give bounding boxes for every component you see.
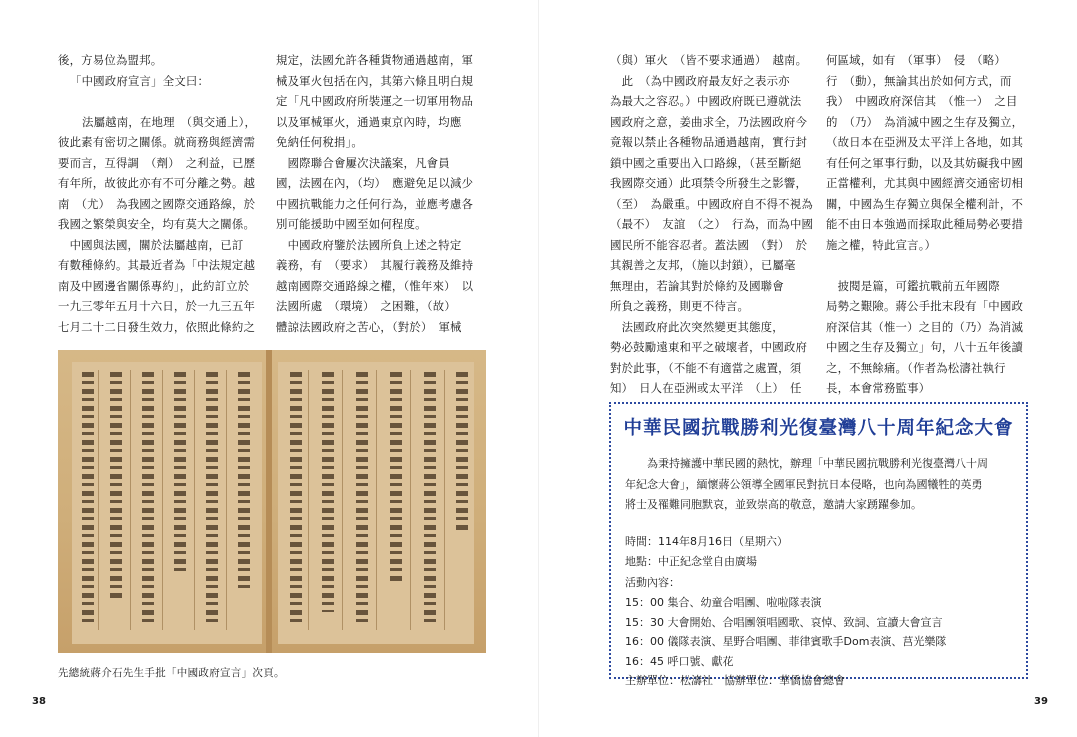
- left-column-1: [58, 50, 268, 337]
- spacer: [625, 516, 1017, 532]
- text-line: （與）軍火 （皆不要求通過） 越南。: [610, 53, 808, 67]
- ruled-line: [308, 370, 309, 630]
- text-line: 我國際交通）此項禁令所發生之影響，: [610, 176, 808, 190]
- text-line: 法國政府此次突然變更其態度，: [610, 319, 784, 334]
- text-line: 「中國政府宣言」全文曰：: [70, 73, 210, 88]
- notice-intro-line: 為秉持擁護中華民國的熱忱，辦理「中華民國抗戰勝利光復臺灣八十周: [647, 457, 988, 470]
- text-line: 局勢之艱險。蔣公手批末段有「中國政: [826, 299, 1024, 313]
- notice-body: [625, 454, 1017, 692]
- text-line: 一九三零年五月十六日，於一九三五年: [58, 299, 256, 313]
- text-line: 何區域，如有 （軍事） 侵 （略）: [826, 53, 1006, 67]
- text-line: 中國與法國，關於法屬越南，已訂: [58, 237, 244, 252]
- text-line: 施之權，特此宣言。）: [826, 237, 937, 252]
- text-line: 彼此素有密切之關係。就商務與經濟需: [58, 135, 256, 149]
- text-line: 對於此事，（不能不有適當之處置，須: [610, 360, 802, 375]
- right-column-1: [610, 50, 820, 399]
- right-column-2: [826, 50, 1038, 399]
- text-line: 以及軍械軍火，通過東京內時，均應: [276, 114, 462, 129]
- handwriting-column: [110, 372, 122, 602]
- text-line: 所負之義務，則更不待言。: [610, 299, 750, 313]
- manuscript-fold: [266, 350, 272, 653]
- text-line: 義務，有 （要求） 其履行義務及維持: [276, 258, 474, 272]
- text-line: 後，方易位為盟邦。: [58, 53, 163, 67]
- text-line: （故日本在亞洲及太平洋上各地，如其: [826, 135, 1024, 149]
- handwriting-column: [238, 372, 250, 592]
- event-time: 時間：114年8月16日（星期六）: [625, 534, 788, 548]
- handwriting-column: [290, 372, 302, 622]
- text-line: 行 （動），無論其出於如何方式，而: [826, 73, 1012, 88]
- manuscript-sheet-left: [72, 362, 262, 644]
- text-line: 別可能援助中國至如何程度。: [276, 217, 427, 231]
- text-line: 南及中國邊省關係專約」，此約訂立於: [58, 278, 250, 293]
- text-line: 法國所處 （環境） 之困難，（故）: [276, 299, 456, 313]
- text-line: 定「凡中國政府所裝運之一切軍用物品: [276, 94, 474, 108]
- text-line: 此 （為中國政府最友好之表示亦: [610, 73, 790, 88]
- ruled-line: [376, 370, 377, 630]
- schedule-item: 15：00 集合、幼童合唱團、啦啦隊表演: [625, 596, 822, 609]
- event-place: 地點：中正紀念堂自由廣場: [625, 555, 757, 568]
- text-line: 長，本會常務監事）: [826, 381, 931, 395]
- text-line: 中國抗戰能力之任何行為，並應考慮各: [276, 196, 474, 211]
- ruled-line: [194, 370, 195, 630]
- text-line: 鎖中國之重要出入口路線，（甚至斷絕: [610, 155, 802, 170]
- image-caption: 先總統蔣介石先生手批「中國政府宣言」次頁。: [58, 667, 285, 679]
- text-line: 有數種條約。其最近者為「中法規定越: [58, 258, 256, 272]
- handwriting-column: [390, 372, 402, 582]
- text-line: 規定，法國允許各種貨物通過越南，軍: [276, 53, 474, 67]
- text-line: 關，中國為生存獨立與保全權利計，不: [826, 196, 1024, 211]
- left-column-2: [276, 50, 486, 337]
- handwriting-column: [82, 372, 94, 622]
- text-line: 我） 中國政府深信其 （惟一） 之目: [826, 94, 1018, 108]
- text-line: 之，不無餘痛。（作者為松濤社執行: [826, 360, 1006, 375]
- ruled-line: [342, 370, 343, 630]
- ruled-line: [226, 370, 227, 630]
- text-line: 越南國際交通路線之權，（惟年來） 以: [276, 278, 474, 293]
- left-page: [0, 0, 538, 737]
- text-line: 中國之生存及獨立」句，八十五年後讀: [826, 340, 1024, 354]
- schedule-item: 16：00 儀隊表演、星野合唱團、菲律賓歌手Dom表演、莒光樂隊: [625, 635, 947, 648]
- notice-intro-line: 將士及罹難同胞默哀，並致崇高的敬意，邀請大家踴躍參加。: [625, 498, 922, 511]
- schedule-item: 16：45 呼口號、獻花: [625, 654, 734, 668]
- text-line: 的 （乃） 為消滅中國之生存及獨立，: [826, 114, 1024, 129]
- handwriting-column: [206, 372, 218, 622]
- text-line: 國際聯合會屢次決議案，凡會員: [276, 155, 450, 170]
- text-line: 南 （尤） 為我國之國際交通路線，於: [58, 196, 256, 211]
- text-line: 勢必鼓勵遠東和平之破壞者，中國政府: [610, 340, 808, 354]
- text-line: 法屬越南，在地理 （與交通上），: [82, 114, 257, 129]
- handwriting-column: [322, 372, 334, 612]
- page-number-left: 38: [32, 696, 46, 707]
- text-line: 正當權利，尤其與中國經濟交通密切相: [826, 176, 1024, 190]
- handwriting-column: [456, 372, 468, 532]
- text-line: 有任何之軍事行動，以及其妨礙我中國: [826, 155, 1024, 170]
- text-line: 無理由，若論其對於條約及國聯會: [610, 278, 784, 293]
- text-line: 國政府之意，姜曲求全，乃法國政府今: [610, 114, 808, 129]
- text-line: （最不） 友誼 （之） 行為，而為中國: [610, 217, 814, 231]
- organizer-line: 主辦單位：松濤社 協辦單位：華僑協會總會: [625, 674, 845, 687]
- text-line: 知） 日人在亞洲或太平洋 （上） 任: [610, 381, 802, 395]
- text-line: 府深信其（惟一）之目的（乃）為消滅: [826, 319, 1024, 334]
- text-line: 國，法國在內，（均） 應避免足以減少: [276, 176, 474, 190]
- text-line: 免納任何稅捐」。: [276, 135, 364, 149]
- text-line: 竟報以禁止各種物品通過越南，實行封: [610, 135, 808, 149]
- ruled-line: [130, 370, 131, 630]
- text-line: 體諒法國政府之苦心，（對於） 軍械: [276, 319, 462, 334]
- text-line: 披閱是篇，可鑑抗戰前五年國際: [826, 278, 1000, 293]
- text-line: （至） 為嚴重。中國政府自不得不視為: [610, 196, 813, 211]
- text-line: 為最大之容忍。）中國政府既已遵就法: [610, 94, 802, 108]
- handwriting-column: [174, 372, 186, 572]
- ruled-line: [98, 370, 99, 630]
- text-line: 要而言，互得調 （劑） 之利益，已歷: [58, 155, 256, 170]
- manuscript-scan-image: [58, 350, 486, 653]
- text-line: 械及軍火包括在內，其第六條且明白規: [276, 73, 474, 88]
- schedule-item: 15：30 大會開始、合唱團領唱國歌、哀悼、致詞、宣讀大會宣言: [625, 615, 943, 629]
- text-line: 國民所不能容忍者。蓋法國 （對） 於: [610, 237, 808, 252]
- notice-intro-line: 年紀念大會」，緬懷蔣公領導全國軍民對抗日本侵略，也向為國犧牲的英勇: [625, 477, 983, 491]
- handwriting-column: [424, 372, 436, 622]
- page-number-right: 39: [1034, 696, 1048, 707]
- text-line: 能不由日本強過而採取此種局勢必要措: [826, 217, 1024, 231]
- program-label: 活動內容：: [625, 575, 680, 589]
- handwriting-column: [142, 372, 154, 622]
- handwriting-column: [356, 372, 368, 622]
- notice-title: 中華民國抗戰勝利光復臺灣八十周年紀念大會: [623, 418, 1014, 439]
- text-line: 七月二十二日發生效力，依照此條約之: [58, 319, 256, 334]
- blank-line: [58, 91, 268, 112]
- ruled-line: [444, 370, 445, 630]
- text-line: 我國之繁榮與安全，均有莫大之關係。: [58, 217, 256, 231]
- text-line: 其親善之友邦，（施以封鎖），已屬毫: [610, 258, 796, 272]
- text-line: 中國政府鑒於法國所負上述之特定: [276, 237, 462, 252]
- event-notice-box: [609, 402, 1028, 687]
- blank-line: [826, 255, 1038, 276]
- ruled-line: [410, 370, 411, 630]
- ruled-line: [162, 370, 163, 630]
- text-line: 有年所，故彼此亦有不可分離之勢。越: [58, 176, 256, 190]
